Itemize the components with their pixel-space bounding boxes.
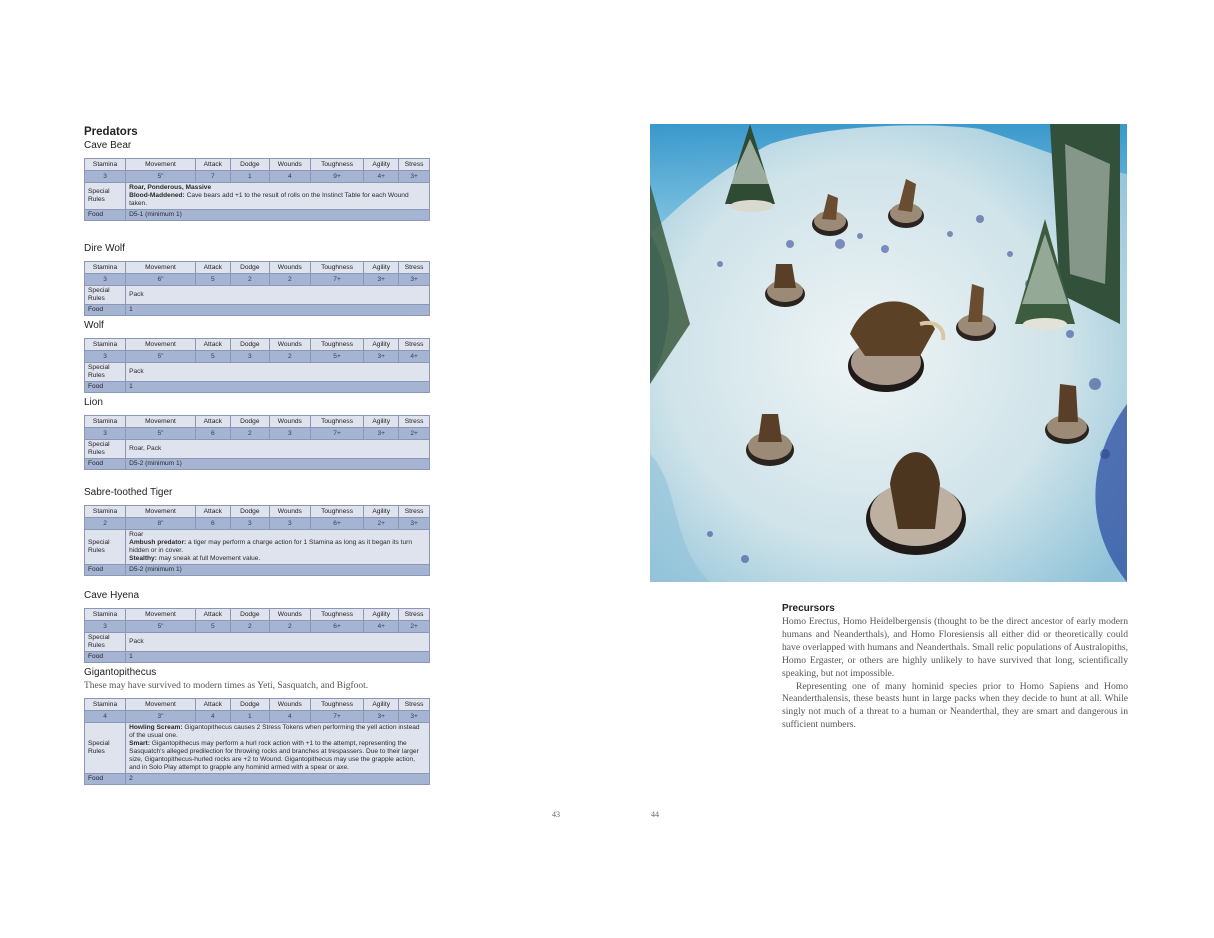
stat-table-lion [84,415,430,470]
stat-value: 7+ [310,428,363,440]
column-header: Wounds [269,506,310,518]
creature-name-cave-bear: Cave Bear [84,140,132,151]
column-header: Attack [195,416,230,428]
column-header: Movement [126,262,196,274]
column-header: Stress [399,262,430,274]
food-label: Food [85,774,126,785]
column-header: Attack [195,159,230,171]
creature-name-gigantopithecus: Gigantopithecus [84,667,157,678]
stat-value: 2 [269,621,310,633]
special-rules-label: Special Rules [85,183,126,210]
stat-value: 1 [230,711,269,723]
stat-value: 6 [195,428,230,440]
column-header: Movement [126,416,196,428]
rule-name: Howling Scream: [129,724,183,731]
food-value: 2 [126,774,430,785]
column-header: Stress [399,339,430,351]
column-header: Wounds [269,609,310,621]
column-header: Dodge [230,609,269,621]
rule-name: Ambush predator: [129,539,187,546]
rule-text: Pack [129,291,144,298]
stat-value: 3 [269,518,310,530]
column-header: Movement [126,506,196,518]
special-rules-row [85,286,430,305]
creature-name-cave-hyena: Cave Hyena [84,590,140,601]
stat-value: 2 [269,274,310,286]
table-value-row [85,518,430,530]
page-number-left: 43 [552,810,560,819]
column-header: Dodge [230,506,269,518]
table-value-row [85,711,430,723]
column-header: Movement [126,339,196,351]
rule-name: Stealthy: [129,555,157,562]
rule-text: a tiger may perform a charge action for 1 Stamina as long as it began its turn hidden or in cover. [129,539,412,554]
precursors-paragraph: Representing one of many hominid species prior to Homo Sapiens and Homo Neanderthalensis, these beasts hunt in large packs when they decide to hunt at all. While singly not much of a threat to a human or Neanderthal, they are smart and dangerous in sufficient numbers. [782,680,1128,731]
special-rules-label: Special Rules [85,286,126,305]
stat-value: 4+ [364,621,399,633]
stat-value: 2 [269,351,310,363]
creature-name-lion: Lion [84,397,103,408]
special-rules-text [126,286,430,305]
miniatures-photo [650,124,1127,582]
stat-value: 3+ [399,711,430,723]
stat-value: 7+ [310,274,363,286]
column-header: Movement [126,609,196,621]
stat-value: 3 [230,518,269,530]
stat-value: 7 [195,171,230,183]
stat-value: 5+ [310,351,363,363]
food-label: Food [85,305,126,316]
stat-value: 5 [195,274,230,286]
special-rules-label: Special Rules [85,363,126,382]
snow-scene-image [650,124,1127,582]
column-header: Movement [126,699,196,711]
table-value-row [85,171,430,183]
stat-value: 5 [195,351,230,363]
special-rules-row [85,363,430,382]
stat-value: 4 [195,711,230,723]
stat-value: 6" [126,274,196,286]
special-rules-text [126,723,430,774]
stat-value: 3 [230,351,269,363]
rule-line [129,539,426,555]
stat-value: 9+ [310,171,363,183]
stat-value: 4 [269,171,310,183]
precursors-title: Precursors [782,603,835,614]
table-value-row [85,274,430,286]
stat-value: 4 [269,711,310,723]
stat-value: 8" [126,518,196,530]
stat-value: 5" [126,428,196,440]
column-header: Wounds [269,339,310,351]
rule-line [129,445,426,453]
column-header: Attack [195,699,230,711]
food-row [85,652,430,663]
column-header: Wounds [269,699,310,711]
special-rules-label: Special Rules [85,530,126,565]
column-header: Toughness [310,609,363,621]
column-header: Stamina [85,506,126,518]
column-header: Toughness [310,262,363,274]
food-value: 1 [126,652,430,663]
special-rules-text [126,440,430,459]
rule-text: Gigantopithecus may perform a hurl rock action with +1 to the attempt, representing the Sasquatch's alleged predilection for throwing rocks and branches at trespassers. Due to their larger size, Gigantopithecus-hurled rocks are +2 to Wound. Gigantopithecus may use the grapple action, and in Solo Play attempt to grapple any hominid armed with a spear or axe. [129,740,419,771]
food-value: 1 [126,382,430,393]
rule-text: Roar [129,531,144,538]
column-header: Stress [399,159,430,171]
stat-table-wolf [84,338,430,393]
food-row [85,774,430,785]
stat-table-sabre-toothed-tiger [84,505,430,576]
column-header: Dodge [230,699,269,711]
section-title: Predators [84,126,138,138]
table-header-row [85,416,430,428]
stat-table-cave-hyena [84,608,430,663]
stat-table-gigantopithecus [84,698,430,785]
column-header: Dodge [230,262,269,274]
food-row [85,305,430,316]
stat-value: 2 [230,428,269,440]
stat-value: 5" [126,351,196,363]
column-header: Stamina [85,339,126,351]
stat-value: 6+ [310,518,363,530]
stat-value: 2+ [399,428,430,440]
stat-value: 3 [269,428,310,440]
special-rules-row [85,530,430,565]
rule-line [129,638,426,646]
creature-name-dire-wolf: Dire Wolf [84,243,125,254]
page-number-right: 44 [651,810,659,819]
food-row [85,565,430,576]
special-rules-text [126,363,430,382]
precursors-body [782,616,1128,732]
stat-value: 5" [126,621,196,633]
stat-value: 3+ [364,274,399,286]
rule-text: Gigantopithecus causes 2 Stress Tokens when performing the yell action instead of the usual one. [129,724,420,739]
stat-value: 3 [85,351,126,363]
stat-table-cave-bear [84,158,430,221]
column-header: Dodge [230,159,269,171]
column-header: Agility [364,416,399,428]
table-header-row [85,609,430,621]
column-header: Wounds [269,416,310,428]
rule-line [129,368,426,376]
column-header: Stress [399,699,430,711]
rule-line [129,192,426,208]
stat-value: 2 [85,518,126,530]
food-value: 1 [126,305,430,316]
special-rules-row [85,183,430,210]
food-row [85,210,430,221]
column-header: Movement [126,159,196,171]
special-rules-text [126,633,430,652]
creature-name-sabre-toothed-tiger: Sabre-toothed Tiger [84,487,173,498]
column-header: Attack [195,609,230,621]
column-header: Attack [195,506,230,518]
rule-text: Pack [129,368,144,375]
stat-value: 2+ [399,621,430,633]
precursors-paragraph: Homo Erectus, Homo Heidelbergensis (thought to be the direct ancestor of early modern humans and Neanderthals), and Homo Floresiensis all either did or theoretically could have overlapped with humans and Neanderthals. Small relic populations of Australopiths, Homo Ergaster, or others are highly unlikely to have survived that long, scientifically speaking, but not impossible. [782,616,1128,679]
rule-line [129,531,426,539]
food-row [85,382,430,393]
column-header: Wounds [269,159,310,171]
stat-value: 3" [126,711,196,723]
stat-value: 3+ [399,171,430,183]
stat-value: 3+ [364,428,399,440]
column-header: Toughness [310,699,363,711]
stat-value: 3+ [399,274,430,286]
stat-table-dire-wolf [84,261,430,316]
special-rules-row [85,723,430,774]
rule-line [129,724,426,740]
column-header: Dodge [230,416,269,428]
food-value: D5-1 (minimum 1) [126,210,430,221]
table-value-row [85,621,430,633]
rule-text: may sneak at full Movement value. [156,555,261,562]
creature-name-wolf: Wolf [84,320,104,331]
special-rules-label: Special Rules [85,440,126,459]
column-header: Toughness [310,339,363,351]
column-header: Stamina [85,699,126,711]
column-header: Stress [399,416,430,428]
stat-value: 3 [85,274,126,286]
rule-line [129,291,426,299]
table-value-row [85,351,430,363]
stat-value: 5" [126,171,196,183]
table-header-row [85,699,430,711]
rule-line [129,740,426,772]
special-rules-row [85,440,430,459]
stat-value: 3 [85,621,126,633]
stat-value: 3 [85,171,126,183]
rule-text: Pack [129,638,144,645]
table-value-row [85,428,430,440]
food-label: Food [85,459,126,470]
table-header-row [85,262,430,274]
column-header: Agility [364,609,399,621]
column-header: Attack [195,339,230,351]
rule-name: Smart: [129,740,150,747]
rule-name: Roar, Ponderous, Massive [129,184,212,191]
food-value: D5-2 (minimum 1) [126,459,430,470]
special-rules-label: Special Rules [85,633,126,652]
stat-value: 2 [230,274,269,286]
table-header-row [85,339,430,351]
stat-value: 2 [230,621,269,633]
stat-value: 3 [85,428,126,440]
food-value: D5-2 (minimum 1) [126,565,430,576]
rule-text: Cave bears add +1 to the result of rolls on the Instinct Table for each Wound taken. [129,192,409,207]
column-header: Attack [195,262,230,274]
rule-line [129,184,426,192]
column-header: Agility [364,339,399,351]
column-header: Agility [364,262,399,274]
column-header: Stress [399,506,430,518]
stat-value: 6+ [310,621,363,633]
column-header: Wounds [269,262,310,274]
stat-value: 3+ [364,711,399,723]
rule-name: Blood-Maddened: [129,192,185,199]
special-rules-text [126,530,430,565]
column-header: Agility [364,506,399,518]
column-header: Stamina [85,262,126,274]
stat-value: 4+ [399,351,430,363]
stat-value: 4 [85,711,126,723]
special-rules-text [126,183,430,210]
stat-value: 6 [195,518,230,530]
food-label: Food [85,565,126,576]
food-label: Food [85,382,126,393]
stat-value: 3+ [399,518,430,530]
special-rules-row [85,633,430,652]
column-header: Stress [399,609,430,621]
stat-value: 2+ [364,518,399,530]
rule-text: Roar, Pack [129,445,162,452]
stat-value: 7+ [310,711,363,723]
column-header: Toughness [310,159,363,171]
table-header-row [85,159,430,171]
column-header: Agility [364,699,399,711]
column-header: Toughness [310,416,363,428]
rule-line [129,555,426,563]
stat-value: 3+ [364,351,399,363]
column-header: Stamina [85,416,126,428]
column-header: Stamina [85,609,126,621]
column-header: Stamina [85,159,126,171]
special-rules-label: Special Rules [85,723,126,774]
food-row [85,459,430,470]
stat-value: 4+ [364,171,399,183]
stat-value: 5 [195,621,230,633]
food-label: Food [85,652,126,663]
creature-description: These may have survived to modern times as Yeti, Sasquatch, and Bigfoot. [84,681,369,691]
column-header: Dodge [230,339,269,351]
food-label: Food [85,210,126,221]
stat-value: 1 [230,171,269,183]
column-header: Toughness [310,506,363,518]
column-header: Agility [364,159,399,171]
table-header-row [85,506,430,518]
